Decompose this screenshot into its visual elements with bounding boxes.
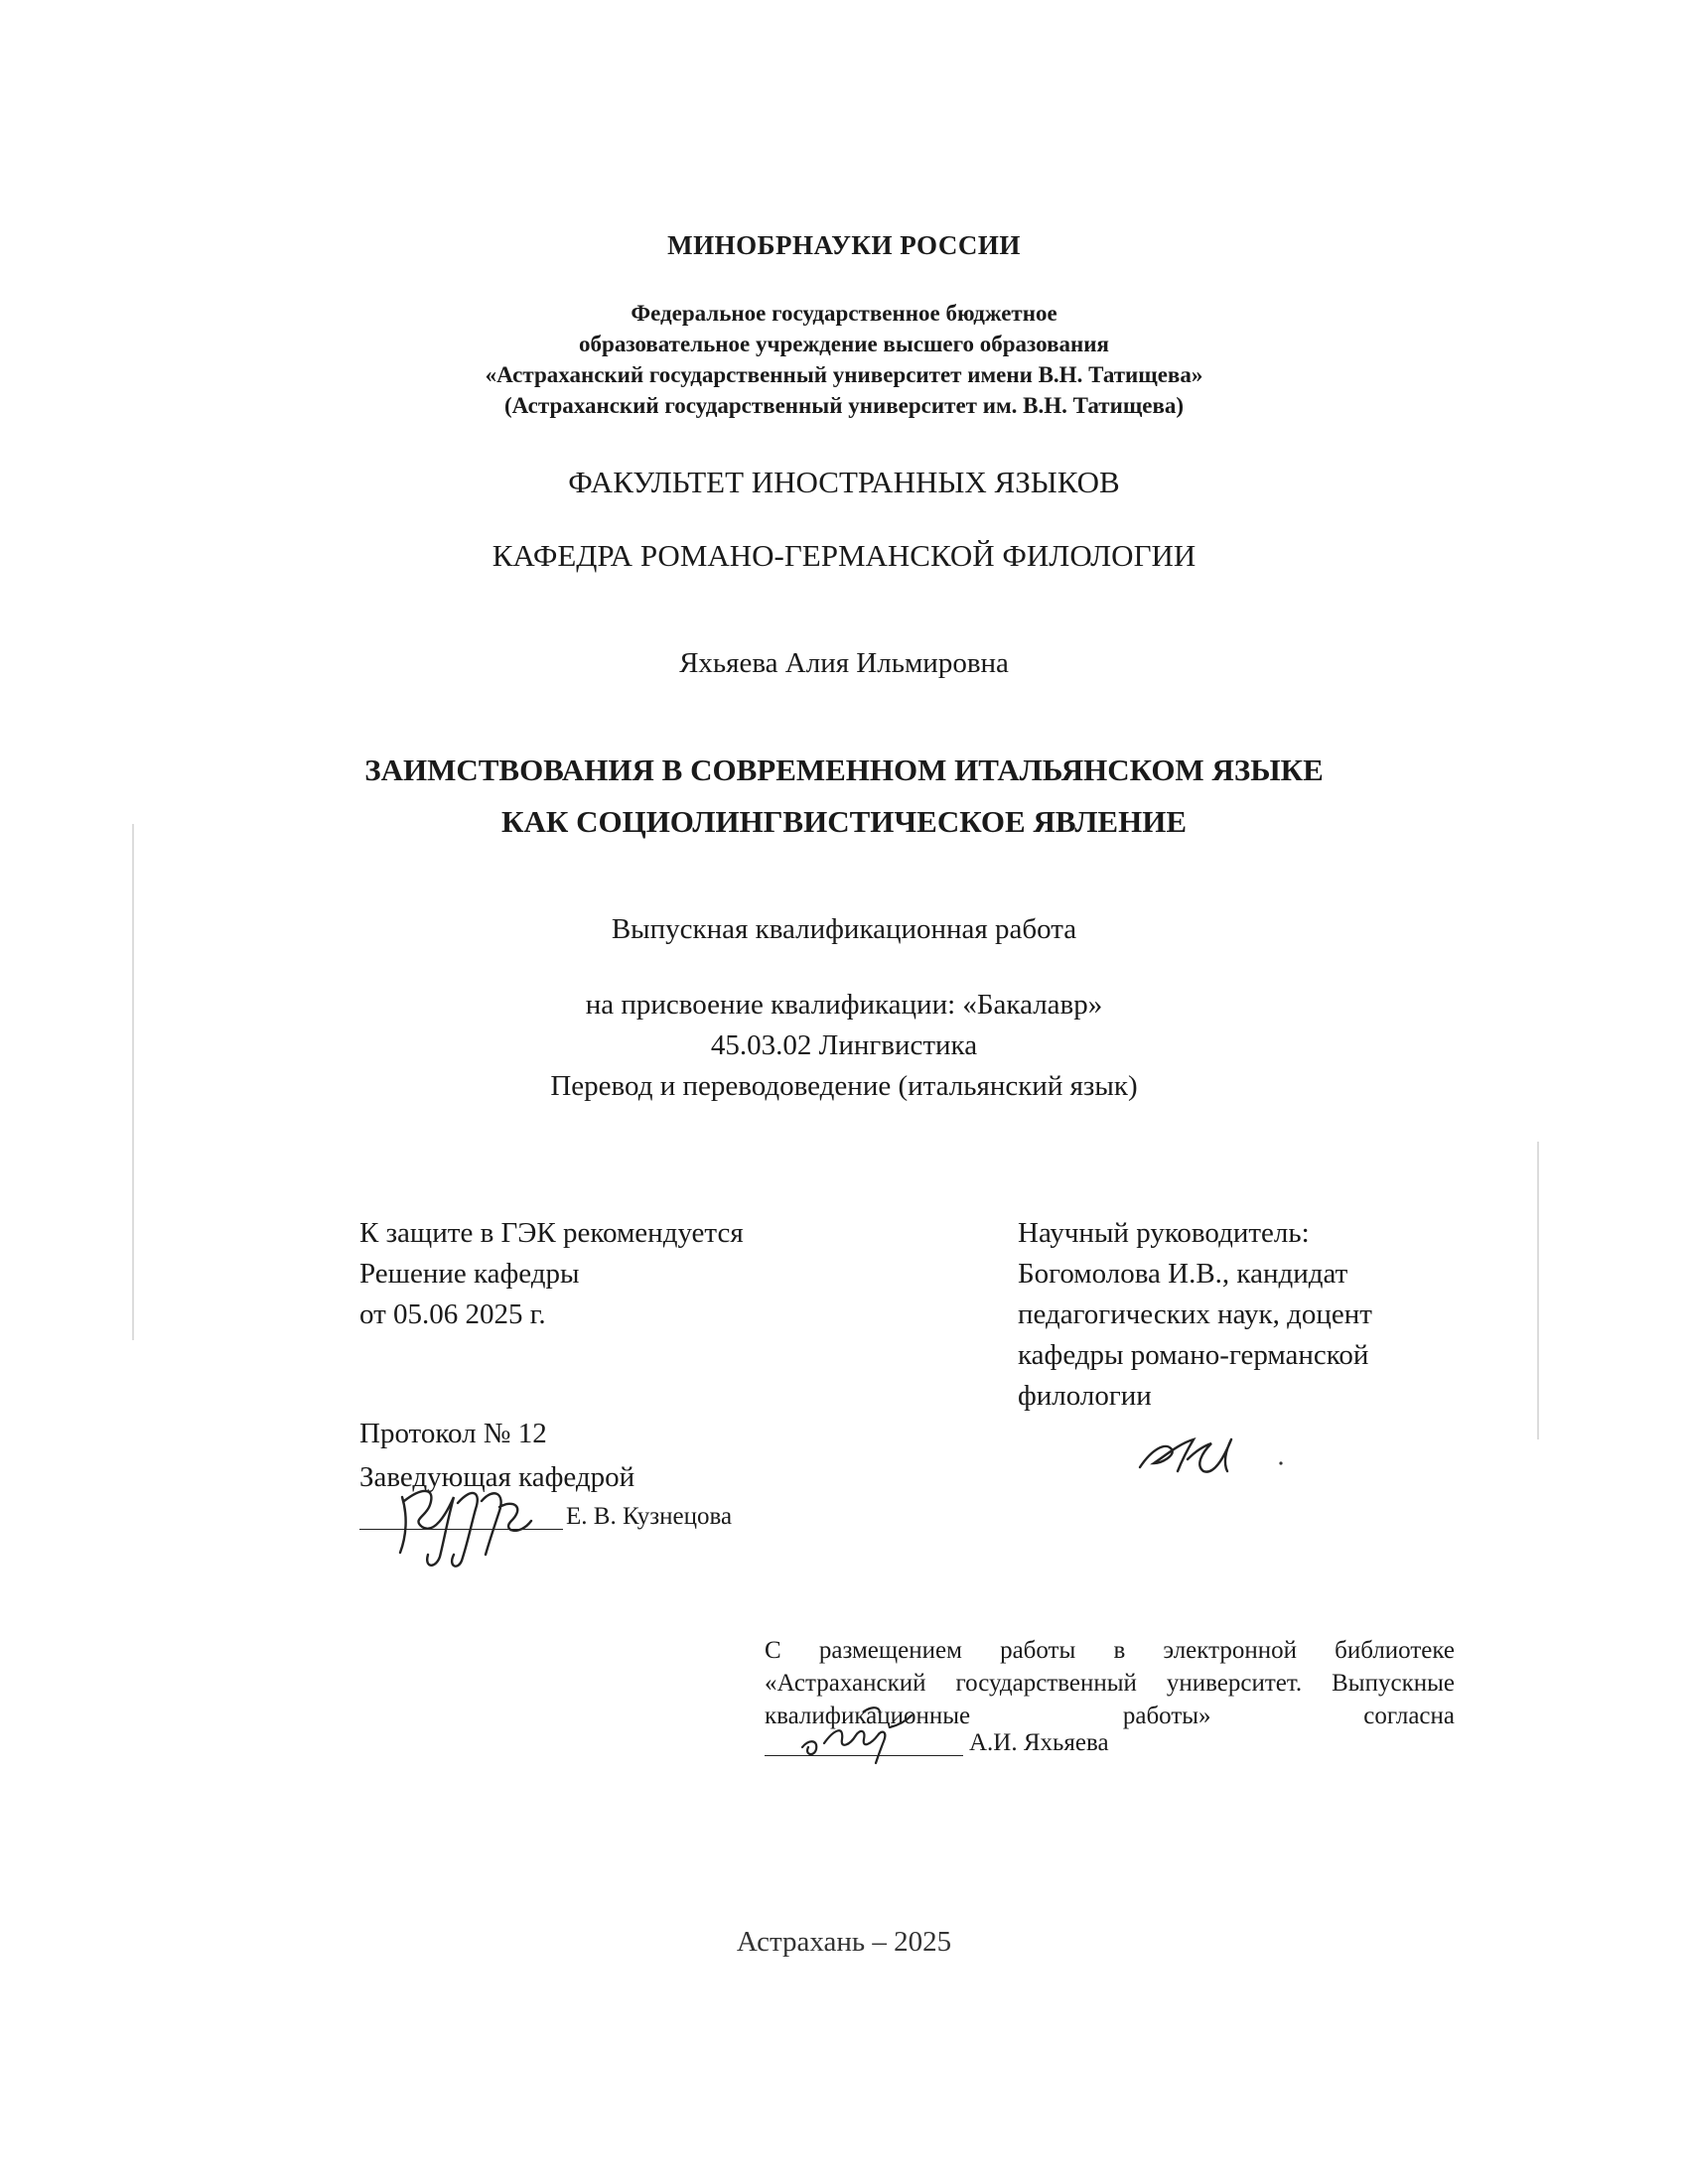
thesis-title-line: ЗАИМСТВОВАНИЯ В СОВРЕМЕННОМ ИТАЛЬЯНСКОМ ЯЗЫКЕ [364, 752, 1324, 787]
protocol-number: Протокол № 12 [359, 1418, 547, 1449]
supervisor-line: филологии [1018, 1380, 1152, 1412]
supervisor-signature [1132, 1420, 1301, 1489]
organization-line: (Астраханский государственный университет им. В.Н. Татищева) [503, 393, 1185, 418]
scan-edge-mark [1537, 1142, 1539, 1439]
author-signature [794, 1700, 943, 1769]
head-of-department-title: Заведующая кафедрой [359, 1461, 635, 1493]
department-name: КАФЕДРА РОМАНО-ГЕРМАНСКОЙ ФИЛОЛОГИИ [492, 538, 1196, 573]
work-type: Выпускная квалификационная работа [611, 913, 1077, 945]
supervisor-line: Богомолова И.В., кандидат [1018, 1258, 1348, 1290]
qualification-block [0, 985, 1688, 1107]
defense-recommendation [359, 1213, 744, 1335]
head-signature [382, 1457, 571, 1576]
city-year: Астрахань – 2025 [736, 1926, 952, 1958]
qualification-line: Перевод и переводоведение (итальянский язык) [550, 1070, 1138, 1102]
defense-line: Решение кафедры [359, 1258, 580, 1290]
author-name: Яхьяева Алия Ильмировна [679, 647, 1009, 679]
head-of-department-name: Е. В. Кузнецова [566, 1503, 733, 1530]
organization-line: образовательное учреждение высшего образования [579, 332, 1109, 356]
thesis-title-line: КАК СОЦИОЛИНГВИСТИЧЕСКОЕ ЯВЛЕНИЕ [500, 804, 1188, 839]
supervisor-line: Научный руководитель: [1018, 1217, 1310, 1249]
library-consent-text: С размещением работы в электронной библиотеке «Астраханский государственный университет. Выпускные квалификационные работы» согласна [765, 1637, 1455, 1729]
organization-line: Федеральное государственное бюджетное [631, 301, 1057, 326]
organization-line: «Астраханский государственный университет имени В.Н. Татищева» [485, 362, 1203, 387]
supervisor-line: кафедры романо-германской [1018, 1339, 1369, 1371]
defense-line: от 05.06 2025 г. [359, 1298, 546, 1330]
qualification-line: на присвоение квалификации: «Бакалавр» [585, 989, 1103, 1021]
qualification-line: 45.03.02 Лингвистика [710, 1029, 978, 1061]
supervisor-line: педагогических наук, доцент [1018, 1298, 1372, 1330]
organization-block [0, 298, 1688, 421]
thesis-title [0, 745, 1688, 848]
supervisor-block [1018, 1213, 1372, 1417]
ministry-name: МИНОБРНАУКИ РОССИИ [667, 230, 1021, 260]
library-signer-name: А.И. Яхьяева [969, 1729, 1109, 1756]
faculty-name: ФАКУЛЬТЕТ ИНОСТРАННЫХ ЯЗЫКОВ [568, 465, 1120, 499]
defense-line: К защите в ГЭК рекомендуется [359, 1217, 744, 1249]
